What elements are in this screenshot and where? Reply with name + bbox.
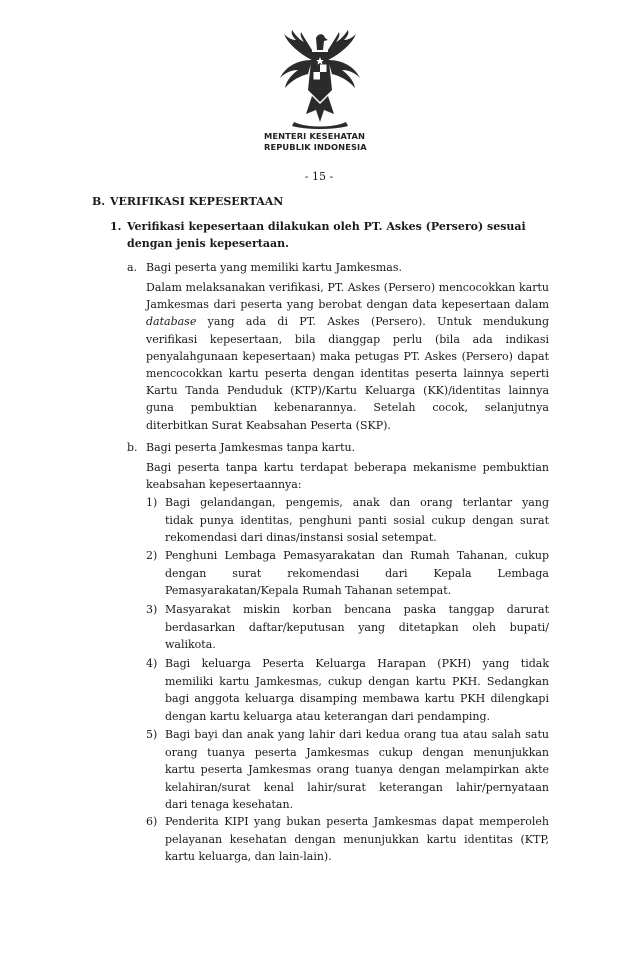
database-term: database (146, 315, 197, 328)
list-item-line: bagi anggota keluarga disamping membawa kartu PKH dilengkapi (165, 692, 549, 705)
sub-a-marker: a. (127, 261, 138, 274)
sub-b-intro-line: keabsahan kepesertaannya: (146, 478, 302, 491)
sub-a-line: penyalahgunaan kepesertaan) maka petugas PT. Askes (Persero) dapat (146, 350, 549, 363)
garuda-emblem-icon (278, 30, 362, 130)
list-item-line: pelayanan kesehatan dengan menunjukkan kartu identitas (KTP, (165, 833, 549, 846)
list-item-line: Bagi bayi dan anak yang lahir dari kedua orang tua atau salah satu (165, 728, 549, 741)
list-item-line: Penderita KIPI yang bukan peserta Jamkesmas dapat memperoleh (165, 815, 549, 828)
section-title: VERIFIKASI KEPESERTAAN (110, 195, 284, 208)
sub-a-heading: Bagi peserta yang memiliki kartu Jamkesmas. (146, 261, 402, 274)
list-item-line: dengan kartu keluarga atau keterangan dari pendamping. (165, 710, 491, 723)
section-marker: B. (92, 195, 106, 208)
ministry-heading (264, 131, 384, 153)
list-item-line: kartu keluarga, dan lain-lain). (165, 850, 332, 863)
list-item-line: memiliki kartu Jamkesmas, cukup dengan kartu PKH. Sedangkan (165, 675, 549, 688)
ministry-line-1: MENTERI KESEHATAN (264, 131, 366, 141)
list-item-marker: 3) (146, 603, 158, 616)
item-1-line-1-text: Verifikasi kepesertaan dilakukan oleh PT. Askes (Persero) sesuai (127, 220, 526, 233)
sub-a-line: guna pembuktian kebenarannya. Setelah cocok, selanjutnya (146, 401, 549, 414)
sub-a-line-rest: yang ada di PT. Askes (Persero). Untuk mendukung (196, 315, 549, 328)
sub-a-line: mencocokkan kartu peserta dengan identitas peserta lainnya seperti (146, 367, 549, 380)
ministry-line-2: REPUBLIK INDONESIA (264, 142, 367, 152)
sub-b-heading: Bagi peserta Jamkesmas tanpa kartu. (146, 441, 356, 454)
list-item-line: Pemasyarakatan/Kepala Rumah Tahanan setempat. (165, 584, 452, 597)
list-item-marker: 5) (146, 728, 158, 741)
sub-a-line (146, 315, 549, 329)
sub-a-line: diterbitkan Surat Keabsahan Peserta (SKP). (146, 419, 391, 432)
list-item-marker: 2) (146, 549, 158, 562)
list-item-line: Penghuni Lembaga Pemasyarakatan dan Rumah Tahanan, cukup (165, 549, 549, 562)
list-item-marker: 4) (146, 657, 158, 670)
list-item-line: Masyarakat miskin korban bencana paska tanggap darurat (165, 603, 549, 616)
list-item-line: orang tuanya peserta Jamkesmas cukup dengan menunjukkan (165, 746, 549, 759)
list-item-line: dari tenaga kesehatan. (165, 798, 294, 811)
list-item-line: dengan surat rekomendasi dari Kepala Lembaga (165, 567, 549, 580)
sub-b-intro-line: Bagi peserta tanpa kartu terdapat beberapa mekanisme pembuktian (146, 461, 549, 474)
sub-a-line: Jamkesmas dari peserta yang berobat dengan data kepesertaan dalam (146, 298, 549, 311)
sub-a-line: Kartu Tanda Penduduk (KTP)/Kartu Keluarga (KK)/identitas lainnya (146, 384, 549, 397)
list-item-line: kelahiran/surat kenal lahir/surat keterangan lahir/pernyataan (165, 781, 549, 794)
list-item-line: Bagi keluarga Peserta Keluarga Harapan (PKH) yang tidak (165, 657, 549, 670)
item-1-line-2: dengan jenis kepesertaan. (127, 237, 289, 250)
page-number: - 15 - (304, 170, 334, 183)
sub-a-line: Dalam melaksanakan verifikasi, PT. Askes (Persero) mencocokkan kartu (146, 281, 549, 294)
list-item-marker: 1) (146, 496, 158, 509)
list-item-line: walikota. (165, 638, 216, 651)
list-item-line: berdasarkan daftar/keputusan yang ditetapkan oleh bupati/ (165, 621, 549, 634)
item-1-number: 1. (110, 220, 122, 233)
list-item-line: tidak punya identitas, penghuni panti sosial cukup dengan surat (165, 514, 549, 527)
list-item-line: kartu peserta Jamkesmas orang tuanya dengan melampirkan akte (165, 763, 549, 776)
list-item-line: Bagi gelandangan, pengemis, anak dan orang terlantar yang (165, 496, 549, 509)
sub-a-line: verifikasi kepesertaan, bila dianggap perlu (bila ada indikasi (146, 333, 549, 346)
sub-b-marker: b. (127, 441, 138, 454)
list-item-marker: 6) (146, 815, 158, 828)
item-1-line-1 (127, 220, 547, 234)
list-item-line: rekomendasi dari dinas/instansi sosial setempat. (165, 531, 437, 544)
